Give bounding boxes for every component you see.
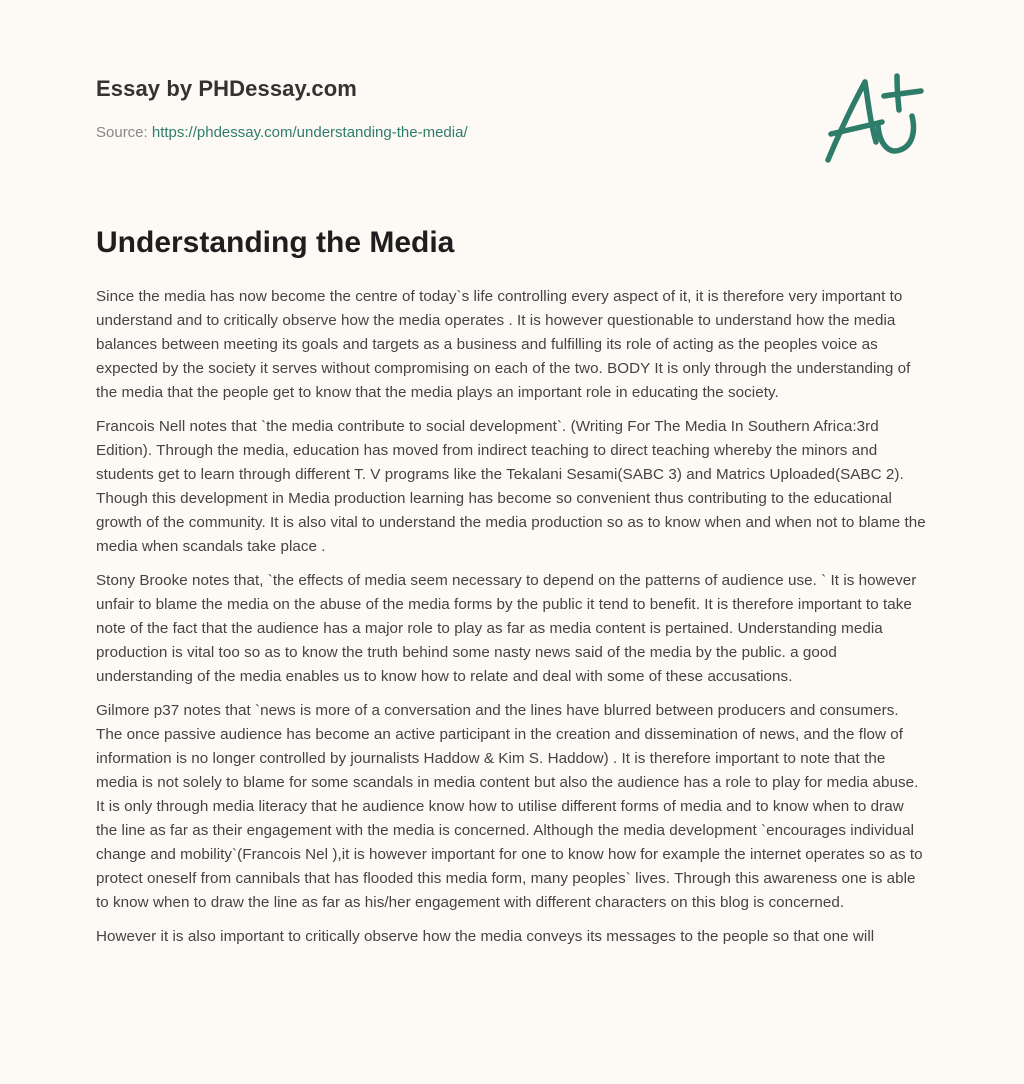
paragraph: Stony Brooke notes that, `the effects of media seem necessary to depend on the patterns of audience use. ` It is however unfair to blame the media on the abuse of the media forms by the public it tend to benefit. It is therefore important to take note of the fact that the audience has a major role to play as far as media content is pertained. Understanding media production is vital too so as to know the truth behind some nasty news said of the media by the public. a good understanding of the media enables us to know how to relate and deal with some of these accusations.	[96, 572, 917, 685]
site-title: Essay by PHDessay.com	[96, 76, 357, 101]
paragraph: Gilmore p37 notes that `news is more of a conversation and the lines have blurred between producers and consumers. The once passive audience has become an active participant in the creation and dissemination of news, and the flow of information is no longer controlled by journalists Haddow & Kim S. Haddow) . It is therefore important to note that the media is not solely to blame for some scandals in media content but also the audience has a role to play for media abuse. It is only through media literacy that he audience know how to utilise different forms of media and to know when to draw the line as far as their engagement with the media is concerned. Although the media development `encourages individual change and mobility`(Francois Nel ),it is however important for one to know how for example the internet operates so as to protect oneself from cannibals that has flooded this media form, many peoples` lives. Through this awareness one is able to know when to draw the line as far as his/her engagement with different characters on this blog is concerned.	[96, 702, 923, 911]
essay-body	[96, 285, 928, 959]
paragraph: Since the media has now become the centre of today`s life controlling every aspect of it, it is therefore very important to understand and to critically observe how the media operates . It is however questionable to understand how the media balances between meeting its goals and targets as a business and fulfilling its role of acting as the peoples voice as expected by the society it serves without compromising on each of the two. BODY It is only through the understanding of the media that the people get to know that the media plays an important role in educating the society.	[96, 288, 911, 401]
paragraph: Francois Nell notes that `the media contribute to social development`. (Writing For The Media In Southern Africa:3rd Edition). Through the media, education has moved from indirect teaching to direct teaching whereby the minors and students get to learn through different T. V programs like the Tekalani Sesami(SABC 3) and Matrics Uploaded(SABC 2). Though this development in Media production learning has become so convenient thus contributing to the educational growth of the community. It is also vital to understand the media production so as to know when and when not to blame the media when scandals take place .	[96, 418, 926, 555]
paragraph: However it is also important to critically observe how the media conveys its messages to the people so that one will	[96, 928, 875, 945]
source-link[interactable]: https://phdessay.com/understanding-the-media/	[151, 124, 468, 141]
document-title: Understanding the Media	[96, 226, 455, 259]
a-plus-grade-icon	[818, 66, 928, 166]
source-label: Source:	[96, 124, 148, 141]
source-line	[96, 124, 468, 141]
